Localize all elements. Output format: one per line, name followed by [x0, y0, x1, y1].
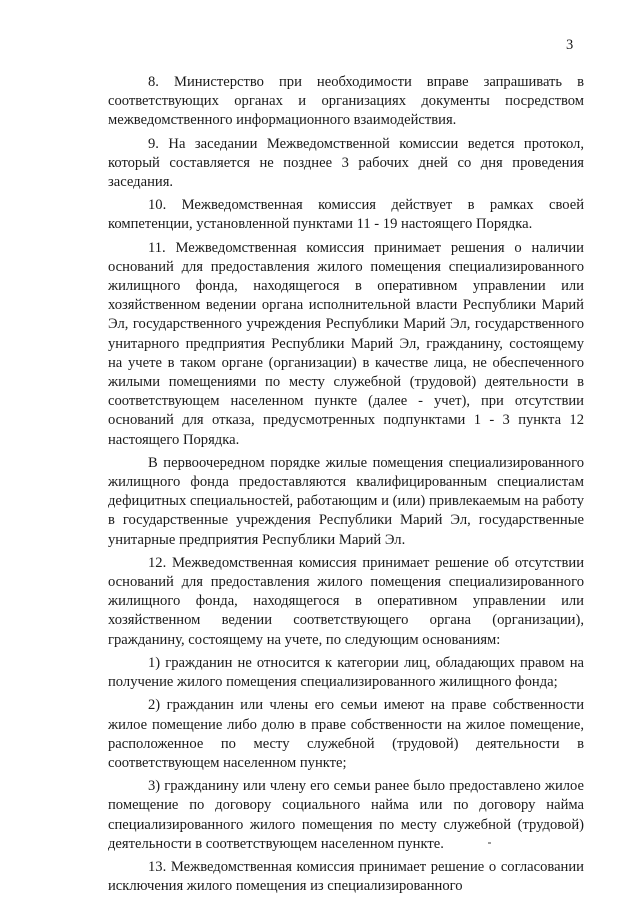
- paragraph-8: 8. Министерство при необходимости вправе запрашивать в соответствующих органах и организациях документы посредством межведомственного информационного взаимодействия.: [108, 74, 584, 129]
- paragraph-12-item-3: 3) гражданину или члену его семьи ранее было предоставлено жилое помещение по договору социального найма или по договору найма специализированного жилого помещения по месту служебной (трудовой) деятельности в соответствующем населенном пункте.: [108, 778, 584, 852]
- paragraph-12-item-2: 2) гражданин или члены его семьи имеют на праве собственности жилое помещение либо долю в праве собственности на жилое помещение, расположенное по месту служебной (трудовой) деятельности в соответствующем населенном пункте;: [108, 697, 584, 771]
- paragraph-11-priority: В первоочередном порядке жилые помещения специализированного жилищного фонда предоставляются квалифицированным специалистам дефицитных специальностей, работающим и (или) привлекаемым на работу в государственные учреждения Республики Марий Эл, государственные унитарные предприятия Республики Марий Эл.: [108, 454, 584, 548]
- scan-artifact: [488, 842, 491, 844]
- paragraph-9: 9. На заседании Межведомственной комиссии ведется протокол, который составляется не позднее 3 рабочих дней со дня проведения заседания.: [108, 135, 584, 191]
- paragraph-12: 12. Межведомственная комиссия принимает решение об отсутствии оснований для предоставления жилого помещения специализированного жилищного фонда, находящегося в оперативном управлении или хозяйственном ведении соответствующего органа (организации), гражданину, состоящему на учете, по следующим основаниям:: [108, 554, 584, 648]
- paragraph-10: 10. Межведомственная комиссия действует в рамках своей компетенции, установленной пунктами 11 - 19 настоящего Порядка.: [108, 197, 584, 233]
- paragraph-13: 13. Межведомственная комиссия принимает решение о согласовании исключения жилого помещения из специализированного: [108, 858, 584, 895]
- page-number: 3: [566, 37, 574, 53]
- paragraph-12-item-1: 1) гражданин не относится к категории лиц, обладающих правом на получение жилого помещения специализированного жилищного фонда;: [108, 654, 584, 691]
- paragraph-11: 11. Межведомственная комиссия принимает решения о наличии оснований для предоставления жилого помещения специализированного жилищного фонда, находящегося в оперативном управлении или хозяйственном ведении органа исполнительной власти Республики Марий Эл, государственного учреждения Республики Марий Эл, государственного унитарного предприятия Республики Марий Эл, гражданину, состоящему на учете в таком органе (организации) в качестве лица, не обеспеченного жилыми помещениями по месту служебной (трудовой) деятельности в соответствующем населенном пункте (далее - учет), при отсутствии оснований для отказа, предусмотренных подпунктами 1 - 3 пункта 12 настоящего Порядка.: [108, 239, 584, 448]
- document-body: [108, 73, 584, 896]
